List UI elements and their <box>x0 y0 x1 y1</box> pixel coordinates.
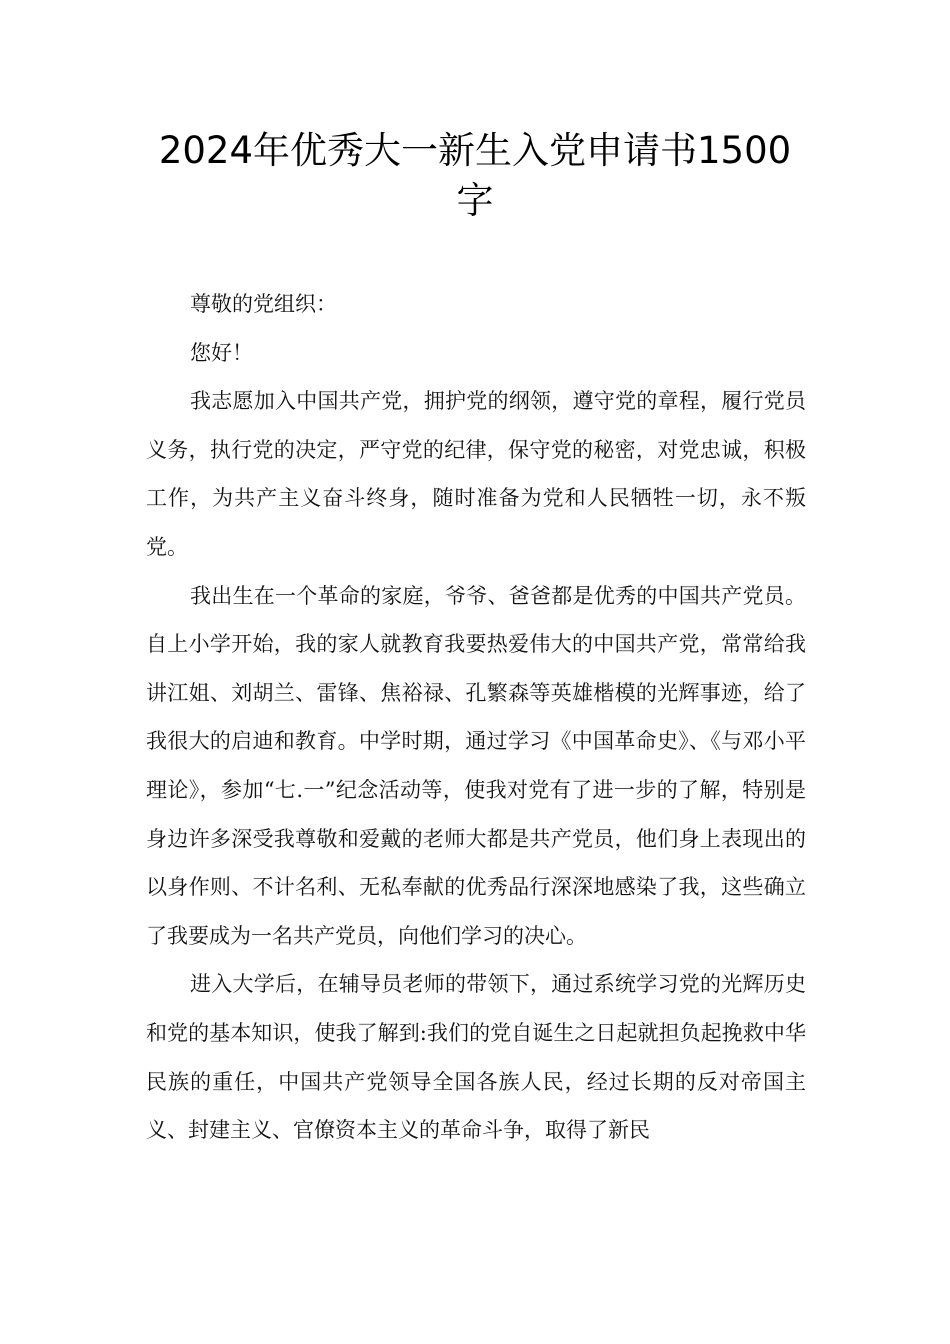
salutation: 尊敬的党组织： <box>190 292 337 316</box>
title-line-2: 字 <box>456 179 494 222</box>
greeting: 您好！ <box>190 340 253 365</box>
title-line-1: 2024年优秀大一新生入党申请书1500 <box>158 129 792 172</box>
document-body <box>146 280 806 1155</box>
paragraph-1: 我志愿加入中国共产党，拥护党的纲领，遵守党的章程，履行党员义务，执行党的决定，严守党的纪律，保守党的秘密，对党忠诚，积极工作，为共产主义奋斗终身，随时准备为党和人民牺牲一切，永不叛党。 <box>146 389 806 559</box>
document-title <box>0 126 950 226</box>
paragraph-3: 进入大学后，在辅导员老师的带领下，通过系统学习党的光辉历史和党的基本知识，使我了解到:我们的党自诞生之日起就担负起挽救中华民族的重任，中国共产党领导全国各族人民，经过长期的反对帝国主义、封建主义、官僚资本主义的革命斗争，取得了新民 <box>146 972 806 1143</box>
paragraph-2: 我出生在一个革命的家庭，爷爷、爸爸都是优秀的中国共产党员。自上小学开始，我的家人就教育我要热爱伟大的中国共产党，常常给我讲江姐、刘胡兰、雷锋、焦裕禄、孔繁森等英雄楷模的光辉事迹，给了我很大的启迪和教育。中学时期，通过学习《中国革命史》、《与邓小平理论》，参加“七.一”纪念活动等，使我对党有了进一步的了解，特别是身边许多深受我尊敬和爱戴的老师大都是共产党员，他们身上表现出的以身作则、不计名利、无私奉献的优秀品行深深地感染了我，这些确立了我要成为一名共产党员，向他们学习的决心。 <box>146 583 806 948</box>
